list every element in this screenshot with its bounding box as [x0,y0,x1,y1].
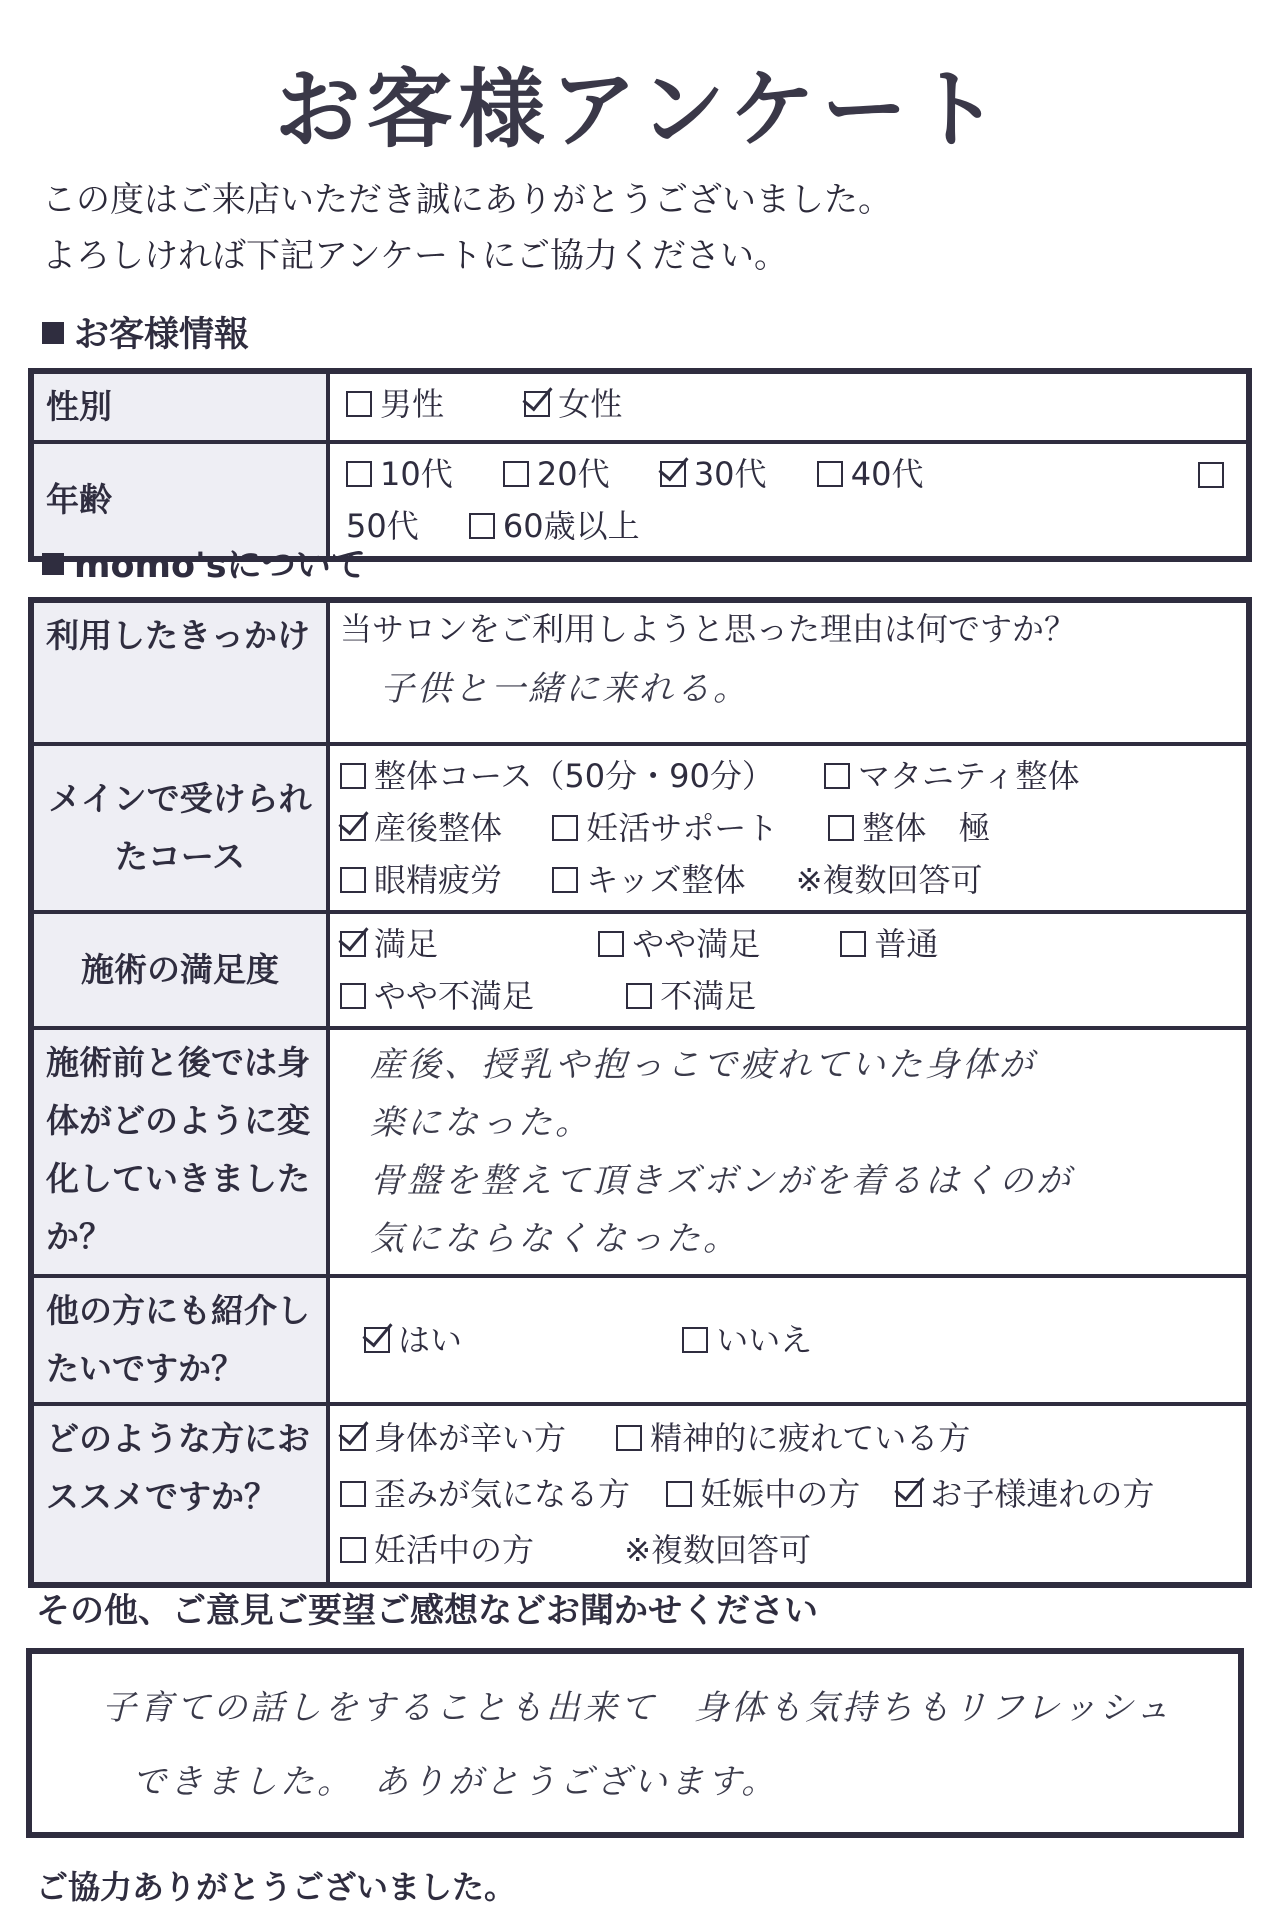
course-kiwami-option[interactable] [828,802,990,854]
age-label: 年齢 [31,442,328,559]
recommend-no-label: いいえ [716,1321,813,1359]
square-bullet-icon [42,553,64,575]
checked-checkbox-icon[interactable] [524,391,550,417]
course-multiple-note: ※複数回答可 [795,861,983,899]
who-options [328,1404,1249,1585]
course-maternity-label: マタニティ整体 [858,757,1080,795]
checkbox-icon[interactable] [340,1481,366,1507]
satisfaction-somewhat-option[interactable] [598,918,760,970]
checkbox-icon[interactable] [552,815,578,841]
satisfaction-label: 施術の満足度 [31,912,328,1028]
checked-checkbox-icon[interactable] [896,1481,922,1507]
who-label: どのような方におススメですか？ [31,1404,328,1585]
who-ninkatsu-option[interactable] [340,1522,534,1578]
who-mental-fatigue-option[interactable] [616,1410,970,1466]
reason-answer: 子供と一緒に来れる。 [380,669,750,709]
page-title: お客様アンケート [274,60,1006,160]
gender-female-option[interactable] [524,378,622,430]
comments-heading: その他、ご意見ご要望ご感想などお聞かせください [36,1591,818,1631]
course-kids-option[interactable] [552,854,745,906]
age-40s-label: 40代 [850,455,924,493]
checkbox-icon[interactable] [598,931,624,957]
who-multiple-note: ※複数回答可 [624,1531,812,1569]
comments-box [26,1648,1244,1838]
course-options [328,744,1249,912]
checkbox-icon[interactable] [626,983,652,1009]
change-answer-line-1: 産後、授乳や抱っこで疲れていた身体が [370,1045,1036,1085]
who-with-children-option[interactable] [896,1466,1154,1522]
gender-male-label: 男性 [380,385,445,423]
checkbox-icon[interactable] [552,867,578,893]
customer-info-heading-text: お客様情報 [74,315,250,355]
reason-label: 利用したきっかけ [31,600,328,744]
course-postpartum-label: 産後整体 [374,809,503,847]
change-answer-line-4: 気にならなくなった。 [370,1219,740,1259]
checkbox-icon[interactable] [828,815,854,841]
age-40s-option[interactable] [817,448,924,500]
checkbox-icon[interactable] [682,1327,708,1353]
course-kids-label: キッズ整体 [586,861,746,899]
course-eyestrain-label: 眼精疲労 [374,861,503,899]
who-body-pain-label: 身体が辛い方 [374,1419,567,1457]
course-postpartum-option[interactable] [340,802,502,854]
course-seitai-label: 整体コース（50分・90分） [374,757,774,795]
age-10s-label: 10代 [380,455,453,493]
satisfaction-normal-label: 普通 [874,925,939,963]
age-20s-option[interactable] [503,448,610,500]
satisfaction-unsatisfied-option[interactable] [626,970,756,1022]
checkbox-icon[interactable] [340,1537,366,1563]
age-10s-option[interactable] [346,448,453,500]
course-eyestrain-option[interactable] [340,854,502,906]
reason-question: 当サロンをご利用しようと思った理由は何ですか？ [340,610,1077,648]
satisfaction-somewhat-unsatisfied-option[interactable] [340,970,534,1022]
checkbox-icon[interactable] [346,461,372,487]
satisfaction-somewhat-unsatisfied-label: やや不満足 [374,977,535,1015]
intro-line-2: よろしければ下記アンケートにご協力ください。 [42,236,788,276]
change-label: 施術前と後では身体がどのように変化していきましたか？ [31,1028,328,1276]
intro-line-1: この度はご来店いただき誠にありがとうございました。 [42,180,892,220]
about-momos-heading [42,538,366,588]
square-bullet-icon [42,322,64,344]
course-ninkatsu-option[interactable] [552,802,778,854]
comments-line-2: できました。 ありがとうございます。 [132,1762,779,1802]
recommend-options [328,1276,1249,1404]
checkbox-icon[interactable] [340,867,366,893]
checkbox-icon[interactable] [340,763,366,789]
who-distortion-label: 歪みが気になる方 [374,1475,631,1513]
who-with-children-label: お子様連れの方 [930,1475,1155,1513]
age-60plus-option[interactable] [469,500,640,552]
checked-checkbox-icon[interactable] [340,931,366,957]
checkbox-icon[interactable] [616,1425,642,1451]
about-momos-heading-text: momo'sについて [74,546,366,586]
reason-cell [328,600,1249,744]
checkbox-icon[interactable] [1198,462,1224,488]
who-pregnant-label: 妊娠中の方 [700,1475,861,1513]
course-maternity-option[interactable] [824,750,1079,802]
checked-checkbox-icon[interactable] [340,1425,366,1451]
recommend-no-option[interactable] [682,1314,812,1366]
age-60plus-label: 60歳以上 [502,507,640,545]
who-distortion-option[interactable] [340,1466,630,1522]
gender-female-label: 女性 [558,385,623,423]
age-20s-label: 20代 [536,455,610,493]
course-ninkatsu-label: 妊活サポート [586,809,779,847]
course-label: メインで受けられたコース [31,744,328,912]
course-kiwami-label: 整体 極 [862,809,991,847]
age-options [328,442,1249,559]
who-pregnant-option[interactable] [666,1466,860,1522]
age-50s-label: 50代 [346,507,419,545]
checkbox-icon[interactable] [346,391,372,417]
change-answer-line-3: 骨盤を整えて頂きズボンがを着るはくのが [370,1161,1073,1201]
checkbox-icon[interactable] [340,983,366,1009]
comments-line-1: 子育ての話しをすることも出来て 身体も気持ちもリフレッシュ [102,1688,1173,1728]
checkbox-icon[interactable] [817,461,843,487]
checked-checkbox-icon[interactable] [660,461,686,487]
checkbox-icon[interactable] [824,763,850,789]
gender-options [328,371,1249,442]
satisfaction-unsatisfied-label: 不満足 [660,977,757,1015]
change-answer [328,1028,1249,1276]
checkbox-icon[interactable] [503,461,529,487]
customer-info-heading [42,307,249,357]
who-mental-fatigue-label: 精神的に疲れている方 [650,1419,971,1457]
age-30s-label: 30代 [693,455,767,493]
customer-info-table [28,368,1252,562]
who-body-pain-option[interactable] [340,1410,566,1466]
satisfaction-satisfied-label: 満足 [374,925,439,963]
satisfaction-options [328,912,1249,1028]
checked-checkbox-icon[interactable] [364,1327,390,1353]
age-30s-option[interactable] [660,448,767,500]
satisfaction-normal-option[interactable] [840,918,938,970]
who-ninkatsu-label: 妊活中の方 [374,1531,535,1569]
recommend-yes-option[interactable] [364,1314,462,1366]
recommend-label: 他の方にも紹介したいですか？ [31,1276,328,1404]
about-momos-table [28,597,1252,1588]
checkbox-icon[interactable] [840,931,866,957]
gender-male-option[interactable] [346,378,444,430]
course-seitai-option[interactable] [340,750,774,802]
gender-label: 性別 [31,371,328,442]
satisfaction-somewhat-label: やや満足 [632,925,761,963]
footer-thanks: ご協力ありがとうございました。 [36,1868,517,1906]
satisfaction-satisfied-option[interactable] [340,918,438,970]
checked-checkbox-icon[interactable] [340,815,366,841]
checkbox-icon[interactable] [666,1481,692,1507]
checkbox-icon[interactable] [469,513,495,539]
change-answer-line-2: 楽になった。 [370,1103,592,1143]
recommend-yes-label: はい [398,1321,463,1359]
